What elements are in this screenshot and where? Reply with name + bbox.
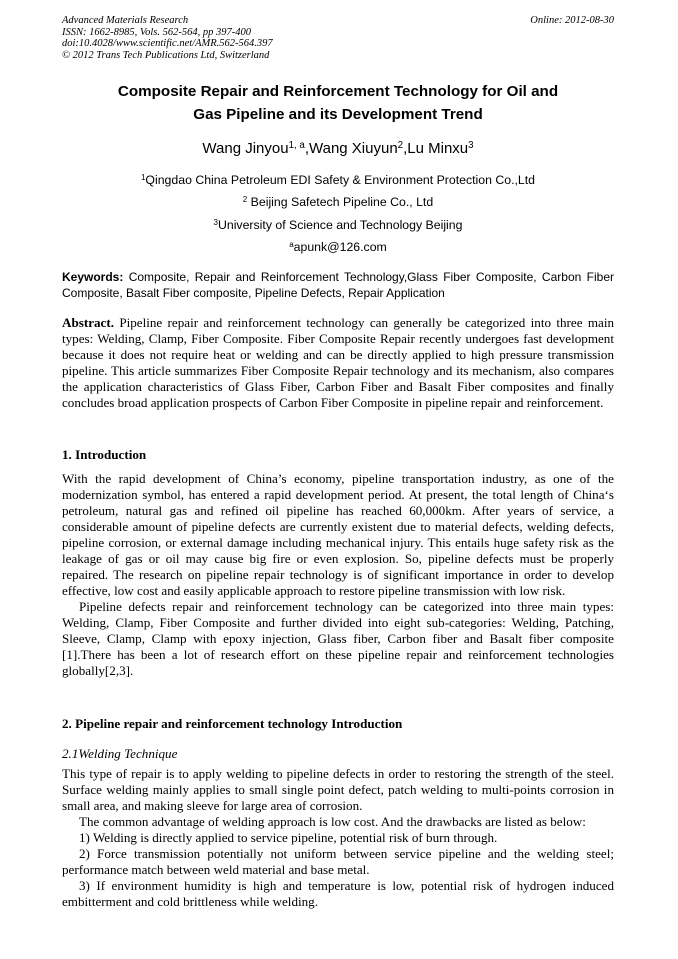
issn-line: ISSN: 1662-8985, Vols. 562-564, pp 397-400 (62, 26, 251, 38)
email-sup: a (289, 239, 294, 249)
affiliation-1-sup: 1 (140, 173, 146, 183)
author-1-sup: 1, a (288, 140, 305, 152)
section-2-paragraph-1: This type of repair is to apply welding to pipeline defects in order to restoring the strength of the steel. Surface welding mainly applies to small single point defect, patch welding to multi-points corrosion in small area, and making sleeve for large area of corrosion. (62, 766, 614, 813)
section-2-heading: 2. Pipeline repair and reinforcement technology Introduction (62, 716, 403, 731)
affiliation-3-sup: 3 (213, 217, 218, 227)
affiliation-1 (62, 169, 614, 191)
affiliation-2 (62, 191, 614, 213)
email-text: apunk@126.com (293, 239, 387, 254)
author-list (62, 139, 614, 159)
author-2: ,Wang Xiuyun (304, 140, 398, 157)
keywords-block (62, 269, 614, 301)
doi-line: doi:10.4028/www.scientific.net/AMR.562-564.397 (62, 38, 273, 49)
author-2-sup: 2 (397, 140, 404, 152)
journal-name: Advanced Materials Research (62, 15, 189, 26)
drawback-item-2: 2) Force transmission potentially not uniform between service pipeline and the welding steel; performance match between weld material and base metal. (62, 846, 614, 877)
drawback-item-3: 3) If environment humidity is high and temperature is low, potential risk of hydrogen induced embitterment and cold brittleness while welding. (62, 878, 614, 909)
affiliation-list (62, 169, 614, 258)
section-1-body (62, 471, 614, 679)
affiliation-2-sup: 2 (242, 195, 248, 205)
affiliation-3 (62, 214, 614, 236)
keywords-label: Keywords: (62, 270, 124, 284)
section-2-body (62, 766, 614, 910)
section-1-paragraph-1: With the rapid development of China’s economy, pipeline transportation industry, as one of the modernization symbol, has entered a rapid development period. At present, the total length of China‘s petroleum, natural gas and refined oil pipeline has reached 60,000km. After years of service, a considerable amount of pipeline defects are currently existent due to material defects, welding defects, pipeline corrosion, or external damage including mechanical injury. This entails huge safety risk as the leakage of gas or oil may cause big fire or even explosion. So, pipeline defects must be properly repaired. The research on pipeline repair technology is of significant importance in order to develop effective, low cost and easily applicable approach to restore pipeline transmission with low risk. (62, 471, 614, 598)
affiliation-2-text: Beijing Safetech Pipeline Co., Ltd (247, 195, 434, 210)
abstract-block (62, 315, 614, 411)
online-date: Online: 2012-08-30 (530, 15, 614, 26)
copyright-line: © 2012 Trans Tech Publications Ltd, Switzerland (62, 49, 270, 61)
section-1-heading: 1. Introduction (62, 447, 147, 462)
journal-header (62, 15, 614, 61)
abstract-text: Pipeline repair and reinforcement technology can generally be categorized into three main types: Welding, Clamp, Fiber Composite. Fiber Composite Repair recently undergoes fast development because it does not require heat or welding and can be directly applied to high pressure transmission pipeline. This article summarizes Fiber Composite Repair technology and its mechanism, also compares the application characteristics of Glass Fiber, Carbon Fiber and Basalt Fiber composites and finally concludes broad application prospects of Carbon Fiber Composite in pipeline repair and reinforcement. (62, 315, 614, 410)
subsection-2-1-heading: 2.1Welding Technique (62, 746, 178, 761)
author-3-sup: 3 (468, 140, 474, 152)
drawback-item-1: 1) Welding is directly applied to service pipeline, potential risk of burn through. (79, 830, 498, 845)
author-1: Wang Jinyou (202, 140, 289, 157)
section-1-paragraph-2: Pipeline defects repair and reinforcement technology can be categorized into three main types: Welding, Clamp, Fiber Composite and further divided into eight sub-categories: Welding, Patching, Sleeve, Clamp, Clamp with epoxy injection, Glass fiber, Carbon fiber and Basalt fiber composite [1].There has been a lot of research effort on these pipeline repair and reinforcement technologies globally[2,3]. (62, 599, 614, 678)
abstract-label: Abstract. (62, 315, 114, 330)
section-2-paragraph-2: The common advantage of welding approach is low cost. And the drawbacks are listed as below: (79, 814, 586, 829)
title-line-2: Gas Pipeline and its Development Trend (193, 106, 483, 123)
affiliation-3-text: University of Science and Technology Beijing (217, 217, 463, 232)
title-line-1: Composite Repair and Reinforcement Technology for Oil and (117, 83, 559, 100)
paper-title (62, 80, 614, 126)
keywords-text: Composite, Repair and Reinforcement Technology,Glass Fiber Composite, Carbon Fiber Composite, Basalt Fiber composite, Pipeline Defects, Repair Application (62, 270, 614, 300)
author-email (62, 236, 614, 258)
author-3: ,Lu Minxu (403, 140, 469, 157)
affiliation-1-text: Qingdao China Petroleum EDI Safety & Environment Protection Co.,Ltd (145, 173, 536, 187)
